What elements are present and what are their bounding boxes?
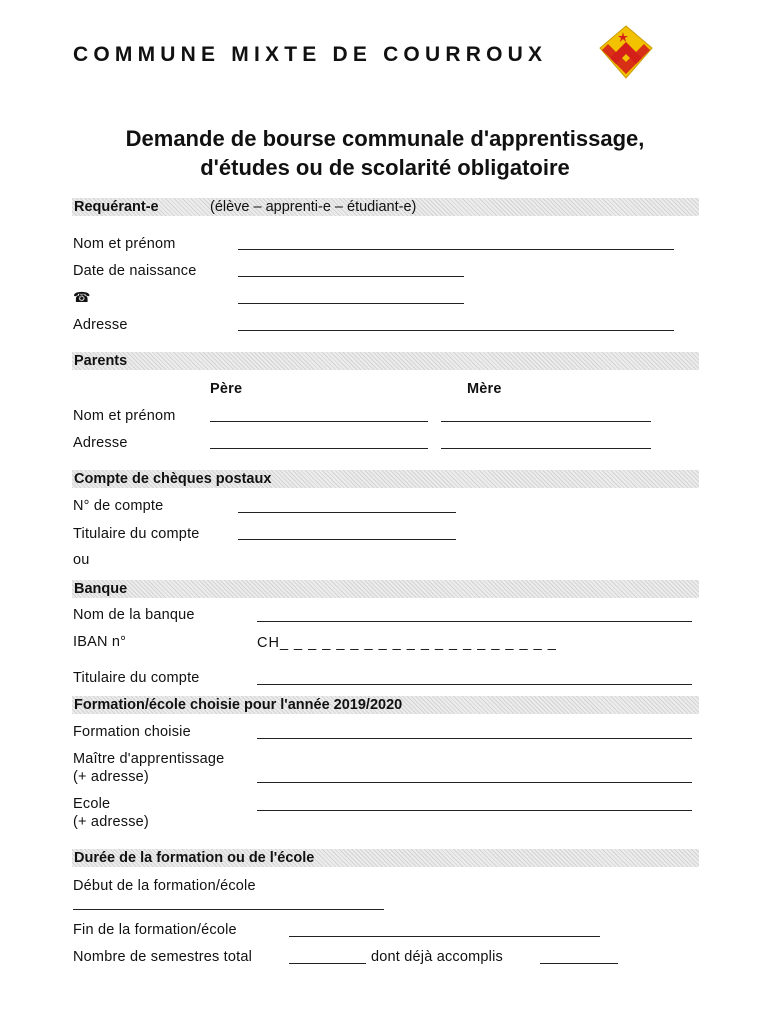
section-heading: Banque	[74, 581, 128, 597]
label-fin: Fin de la formation/école	[73, 922, 237, 938]
label-formation-choisie: Formation choisie	[73, 724, 191, 740]
field-nom-prenom[interactable]	[238, 249, 674, 250]
label-date-naissance: Date de naissance	[73, 263, 197, 279]
field-ccp-titulaire[interactable]	[238, 539, 456, 540]
field-pere-nom[interactable]	[210, 421, 428, 422]
field-accomplis[interactable]	[540, 963, 618, 964]
field-banque-titulaire[interactable]	[257, 684, 692, 685]
section-banque	[72, 580, 699, 598]
field-semestres[interactable]	[289, 963, 366, 964]
section-heading: Parents	[74, 353, 128, 369]
section-note: (élève – apprenti-e – étudiant-e)	[210, 199, 417, 215]
section-heading: Requérant-e	[74, 199, 159, 215]
label-iban: IBAN n°	[73, 634, 127, 650]
label-nom-banque: Nom de la banque	[73, 607, 195, 623]
col-pere: Père	[210, 381, 243, 397]
section-ccp	[72, 470, 699, 488]
label-adresse: Adresse	[73, 317, 128, 333]
field-mere-adresse[interactable]	[441, 448, 651, 449]
form-title-line1: Demande de bourse communale d'apprentissage,	[125, 126, 645, 151]
field-ecole[interactable]	[257, 810, 692, 811]
section-heading: Durée de la formation ou de l'école	[74, 850, 315, 866]
section-duree	[72, 849, 699, 867]
label-maitre	[73, 750, 224, 786]
field-formation-choisie[interactable]	[257, 738, 692, 739]
label-ecole	[73, 795, 149, 831]
label-parents-nom: Nom et prénom	[73, 408, 176, 424]
section-requerant	[72, 198, 699, 216]
coat-of-arms-icon	[596, 24, 656, 82]
section-heading: Formation/école choisie pour l'année 2019/2020	[74, 697, 403, 713]
section-formation	[72, 696, 699, 714]
field-nom-banque[interactable]	[257, 621, 692, 622]
field-date-naissance[interactable]	[238, 276, 464, 277]
label-no-compte: N° de compte	[73, 498, 164, 514]
field-telephone[interactable]	[238, 303, 464, 304]
label-ecole-line1: Ecole	[73, 796, 111, 812]
field-maitre[interactable]	[257, 782, 692, 783]
field-fin[interactable]	[289, 936, 600, 937]
commune-title: COMMUNE MIXTE DE COURROUX	[73, 43, 548, 66]
label-maitre-line1: Maître d'apprentissage	[73, 751, 225, 767]
field-debut[interactable]	[73, 909, 384, 910]
form-title-line2: d'études ou de scolarité obligatoire	[200, 155, 570, 180]
label-maitre-line2: (+ adresse)	[73, 769, 149, 785]
label-ou: ou	[73, 552, 90, 568]
label-parents-adresse: Adresse	[73, 435, 128, 451]
label-banque-titulaire: Titulaire du compte	[73, 670, 200, 686]
label-semestres: Nombre de semestres total	[73, 949, 253, 965]
field-adresse[interactable]	[238, 330, 674, 331]
form-title	[0, 124, 770, 182]
label-nom-prenom: Nom et prénom	[73, 236, 176, 252]
col-mere: Mère	[467, 381, 502, 397]
label-accomplis: dont déjà accomplis	[371, 949, 503, 965]
section-heading: Compte de chèques postaux	[74, 471, 272, 487]
field-mere-nom[interactable]	[441, 421, 651, 422]
label-ccp-titulaire: Titulaire du compte	[73, 526, 200, 542]
phone-icon: ☎	[73, 289, 91, 305]
field-pere-adresse[interactable]	[210, 448, 428, 449]
label-debut: Début de la formation/école	[73, 878, 256, 894]
field-no-compte[interactable]	[238, 512, 456, 513]
label-ecole-line2: (+ adresse)	[73, 814, 149, 830]
section-parents	[72, 352, 699, 370]
field-iban[interactable]: CH_ _ _ _ _ _ _ _ _ _ _ _ _ _ _ _ _ _ _ _	[257, 635, 557, 651]
